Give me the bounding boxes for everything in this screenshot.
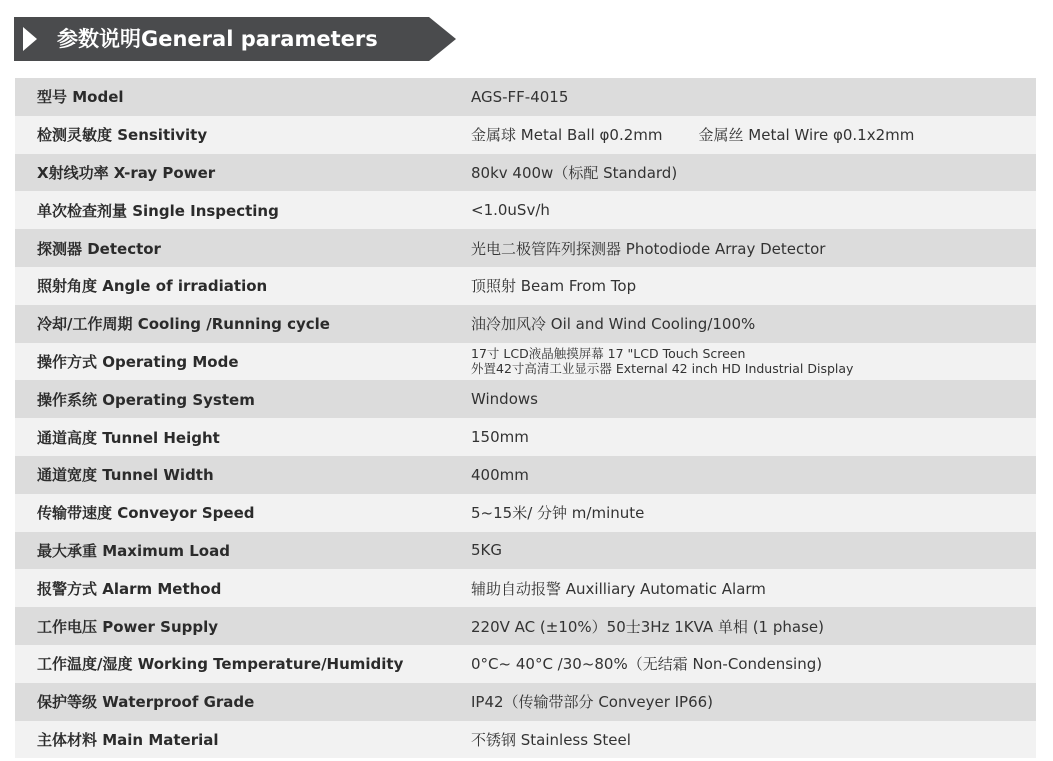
spec-row-operating-mode — [15, 343, 1036, 381]
spec-value-line-1: 17寸 LCD液晶触摸屏幕 17 "LCD Touch Screen — [471, 346, 746, 362]
spec-row-alarm — [15, 569, 1036, 607]
spec-label: 操作系统 Operating System — [37, 390, 255, 409]
spec-label: 最大承重 Maximum Load — [37, 541, 230, 560]
spec-value: 220V AC (±10%）50士3Hz 1KVA 单相 (1 phase) — [471, 617, 824, 636]
spec-label: 型号 Model — [37, 88, 124, 107]
spec-value-wire: 金属丝 Metal Wire φ0.1x2mm — [698, 126, 915, 145]
spec-value-line-2: 外置42寸高清工业显示器 External 42 inch HD Industrial Display — [471, 361, 854, 377]
spec-row-angle — [15, 267, 1036, 305]
spec-row-cooling — [15, 305, 1036, 343]
spec-row-os — [15, 380, 1036, 418]
spec-row-max-load — [15, 532, 1036, 570]
spec-label: 检测灵敏度 Sensitivity — [37, 126, 208, 145]
arrow-icon — [23, 27, 37, 51]
spec-row-tunnel-width — [15, 456, 1036, 494]
spec-value: 油冷加风冷 Oil and Wind Cooling/100% — [471, 315, 756, 334]
spec-label: 通道宽度 Tunnel Width — [37, 466, 214, 485]
spec-row-conveyor-speed — [15, 494, 1036, 532]
spec-value: 0°C~ 40°C /30~80%（无结霜 Non-Condensing) — [471, 655, 823, 674]
spec-label: 操作方式 Operating Mode — [37, 352, 239, 371]
spec-label: 工作温度/湿度 Working Temperature/Humidity — [37, 655, 404, 674]
spec-label: 主体材料 Main Material — [37, 730, 219, 749]
spec-row-detector — [15, 229, 1036, 267]
spec-row-tunnel-height — [15, 418, 1036, 456]
spec-label: 报警方式 Alarm Method — [37, 579, 222, 598]
spec-value — [471, 124, 1036, 145]
spec-value: 顶照射 Beam From Top — [471, 277, 637, 296]
spec-value: 不锈钢 Stainless Steel — [471, 730, 631, 749]
spec-value: AGS-FF-4015 — [471, 87, 569, 106]
spec-value — [471, 346, 1036, 376]
spec-value: 5KG — [471, 541, 503, 560]
spec-value: 5~15米/ 分钟 m/minute — [471, 504, 645, 523]
spec-value: 光电二极管阵列探测器 Photodiode Array Detector — [471, 239, 826, 258]
spec-row-sensitivity — [15, 116, 1036, 154]
spec-label: 工作电压 Power Supply — [37, 617, 219, 636]
spec-label: 通道高度 Tunnel Height — [37, 428, 220, 447]
spec-label: 冷却/工作周期 Cooling /Running cycle — [37, 315, 330, 334]
spec-value: 150mm — [471, 428, 529, 447]
spec-row-dose — [15, 191, 1036, 229]
spec-value-ball: 金属球 Metal Ball φ0.2mm — [471, 126, 663, 145]
spec-label: 单次检查剂量 Single Inspecting — [37, 201, 279, 220]
spec-value: 400mm — [471, 465, 529, 484]
spec-row-waterproof — [15, 683, 1036, 721]
spec-row-material — [15, 721, 1036, 759]
spec-row-temperature — [15, 645, 1036, 683]
spec-label: 探测器 Detector — [37, 239, 161, 258]
spec-value: 辅助自动报警 Auxilliary Automatic Alarm — [471, 579, 766, 598]
section-title: 参数说明General parameters — [57, 27, 378, 51]
spec-value: <1.0uSv/h — [471, 201, 550, 220]
spec-label: 传输带速度 Conveyor Speed — [37, 504, 255, 523]
spec-row-xray-power — [15, 154, 1036, 192]
spec-row-power-supply — [15, 607, 1036, 645]
spec-row-model — [15, 78, 1036, 116]
spec-label: 照射角度 Angle of irradiation — [37, 277, 268, 296]
spec-value: Windows — [471, 390, 538, 409]
spec-table — [15, 78, 1036, 758]
spec-label: 保护等级 Waterproof Grade — [37, 693, 255, 712]
spec-label: X射线功率 X-ray Power — [37, 163, 216, 182]
spec-value: 80kv 400w（标配 Standard) — [471, 163, 678, 182]
spec-value: IP42（传输带部分 Conveyer IP66) — [471, 693, 714, 712]
